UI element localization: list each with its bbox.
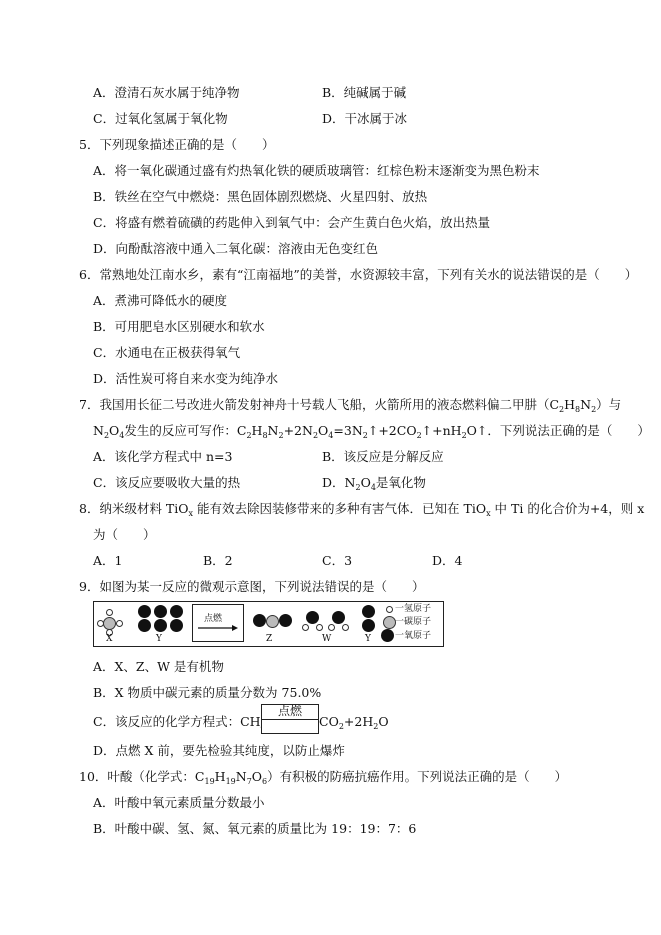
q9-option-d: D．点燃 X 前，要先检验其纯度，以防止爆炸 xyxy=(93,743,345,758)
q6-option-d: D．活性炭可将自来水变为纯净水 xyxy=(93,371,279,386)
q5-option-c: C．将盛有燃着硫磺的药匙伸入到氧气中：会产生黄白色火焰，放出热量 xyxy=(93,215,491,230)
q4-option-a: A．澄清石灰水属于纯净物 xyxy=(93,85,240,100)
oxygen-atom xyxy=(279,614,292,627)
label-y-right: Y xyxy=(365,634,371,644)
q7-option-b: B．该反应是分解反应 xyxy=(322,449,444,464)
hydrogen-legend-icon xyxy=(386,606,393,613)
label-y: Y xyxy=(156,634,162,644)
label-w: W xyxy=(322,634,332,644)
oxygen-legend-icon xyxy=(381,629,394,642)
q5-option-d: D．向酚酞溶液中通入二氧化碳：溶液由无色变红色 xyxy=(93,241,379,256)
oxygen-atom xyxy=(253,614,266,627)
q4-option-d: D．干冰属于冰 xyxy=(322,111,408,126)
oxygen-atom xyxy=(306,611,319,624)
q9-option-c: C．该反应的化学方程式：CH xyxy=(93,714,261,729)
oxygen-atom xyxy=(138,619,151,632)
condition-label: 点燃 xyxy=(277,704,302,718)
oxygen-atom xyxy=(154,605,167,618)
oxygen-atom xyxy=(138,605,151,618)
hydrogen-atom xyxy=(342,624,349,631)
hydrogen-atom xyxy=(106,609,113,616)
hydrogen-atom xyxy=(316,624,323,631)
q5-option-a: A．将一氧化碳通过盛有灼热氧化铁的硬质玻璃管：红棕色粉末逐渐变为黑色粉末 xyxy=(93,163,540,178)
q8-stem-line1: 8．纳米级材料 TiO$_x$ 能有效去除因装修带来的多种有害气体．已知在 TiO$_x$ 中 Ti 的化合价为+4，则 x xyxy=(79,501,645,518)
reaction-condition-box xyxy=(261,704,319,734)
oxygen-atom xyxy=(332,611,345,624)
hydrogen-atom xyxy=(302,624,309,631)
oxygen-atom xyxy=(362,605,375,618)
oxygen-atom xyxy=(170,605,183,618)
q6-option-c: C．水通电在正极获得氧气 xyxy=(93,345,241,360)
q7-option-a: A．该化学方程式中 n=3 xyxy=(93,449,233,464)
q6-option-a: A．煮沸可降低水的硬度 xyxy=(93,293,228,308)
q8-option-a: A．1 xyxy=(93,553,123,568)
arrow-icon xyxy=(198,624,238,632)
q8-stem-line2: 为（ ） xyxy=(93,527,156,542)
q9-option-c-products: $CO_2+2H_2O$ xyxy=(319,714,389,731)
arrow-label: 点燃 xyxy=(204,614,223,624)
oxygen-atom xyxy=(170,619,183,632)
q9-option-b: B．X 物质中碳元素的质量分数为 75.0% xyxy=(93,685,322,700)
legend-hydrogen: 一氢原子 xyxy=(395,604,432,614)
q7-option-c: C．该反应要吸收大量的热 xyxy=(93,475,241,490)
q7-option-d: D．$N_2O_4$是氧化物 xyxy=(322,475,426,492)
q7-stem-line2: $N_2O_4$发生的反应可写作：$C_2H_8N_2+2N_2O_4=3N_2↑+2CO_2↑+nH_2O↑$．下列说法正确的是（ ） xyxy=(93,423,650,440)
carbon-atom xyxy=(266,615,279,628)
label-x: X xyxy=(106,634,113,644)
hydrogen-atom xyxy=(97,620,104,627)
q6-stem: 6．常熟地处江南水乡，素有“江南福地”的美誉，水资源较丰富，下列有关水的说法错误的是（ ） xyxy=(79,267,638,282)
q5-option-b: B．铁丝在空气中燃烧：黑色固体剧烈燃烧、火星四射、放热 xyxy=(93,189,428,204)
q10-option-a: A．叶酸中氧元素质量分数最小 xyxy=(93,795,265,810)
q10-stem: 10．叶酸（化学式：$C_{19}H_{19}N_7O_6$）有积极的防癌抗癌作用。下列说法正确的是（ ） xyxy=(79,769,568,786)
label-z: Z xyxy=(266,634,273,644)
reaction-micro-diagram xyxy=(93,601,444,647)
q8-option-b: B．2 xyxy=(203,553,233,568)
q7-stem-line1: 7．我国用长征二号改进火箭发射神舟十号载人飞船，火箭所用的液态燃料偏二甲肼$(C_2H_8N_2)$与 xyxy=(79,397,622,414)
q8-option-d: D．4 xyxy=(432,553,463,568)
hydrogen-atom xyxy=(328,624,335,631)
oxygen-atom xyxy=(154,619,167,632)
q6-option-b: B．可用肥皂水区别硬水和软水 xyxy=(93,319,265,334)
oxygen-atom xyxy=(362,619,375,632)
legend-oxygen: 一氧原子 xyxy=(395,631,432,641)
q5-stem: 5．下列现象描述正确的是（ ） xyxy=(79,137,275,152)
q9-option-a: A．X、Z、W 是有机物 xyxy=(93,659,224,674)
hydrogen-atom xyxy=(116,620,123,627)
q9-stem: 9．如图为某一反应的微观示意图，下列说法错误的是（ ） xyxy=(79,579,425,594)
legend-carbon: 一碳原子 xyxy=(395,617,432,627)
q4-option-b: B．纯碱属于碱 xyxy=(322,85,407,100)
q10-option-b: B．叶酸中碳、氢、氮、氧元素的质量比为 19：19：7：6 xyxy=(93,821,417,836)
q8-option-c: C．3 xyxy=(322,553,353,568)
q4-option-c: C．过氧化氢属于氧化物 xyxy=(93,111,228,126)
